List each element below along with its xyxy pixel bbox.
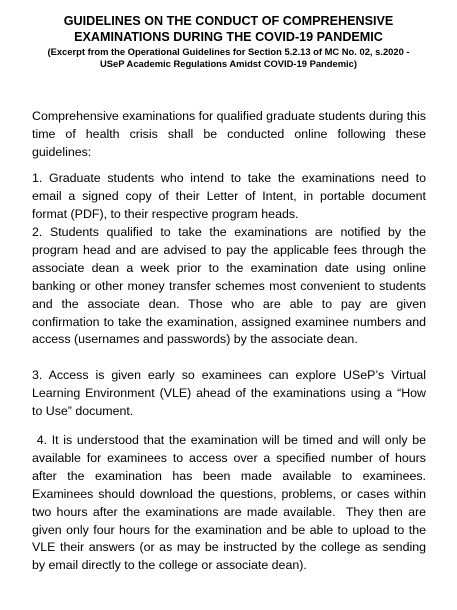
guideline-item-1: 1. Graduate students who intend to take the examinations need to email a signed copy of their Letter of Intent, in portable document format (PDF), to their respective program heads.	[32, 171, 426, 221]
document-subtitle-line-1: (Excerpt from the Operational Guidelines for Section 5.2.13 of MC No. 02, s.2020 -	[47, 46, 410, 57]
guideline-item-3: 3. Access is given early so examinees can explore USeP’s Virtual Learning Environment (VLE) ahead of the examinations using a “How to Use” document.	[32, 368, 426, 418]
intro-paragraph: Comprehensive examinations for qualified graduate students during this time of health crisis shall be conducted online following these guidelines:	[32, 109, 426, 159]
document-title-line-1: GUIDELINES ON THE CONDUCT OF COMPREHENSIVE	[63, 14, 394, 28]
document-subtitle-line-2: USeP Academic Regulations Amidst COVID-19 Pandemic)	[99, 58, 357, 69]
guideline-item-4: 4. It is understood that the examination will be timed and will only be available for examinees to access over a specified number of hours after the examination has been made available to examinees. Examinees should download the questions, problems, or cases within two hours after the examinations are made available. They then are given only four hours for the examination and be able to upload to the VLE their answers (or as may be instructed by the college as sending by email directly to the college or associate dean).	[32, 433, 430, 573]
document-title-line-2: EXAMINATIONS DURING THE COVID-19 PANDEMIC	[74, 30, 383, 44]
guideline-item-2: 2. Students qualified to take the examinations are notified by the program head and are advised to pay the applicable fees through the associate dean a week prior to the examination date using online banking or other money transfer schemes most convenient to students and the associate dean. Those who are able to pay are given confirmation to take the examination, assigned examinee numbers and access (usernames and passwords) by the associate dean.	[32, 225, 426, 347]
